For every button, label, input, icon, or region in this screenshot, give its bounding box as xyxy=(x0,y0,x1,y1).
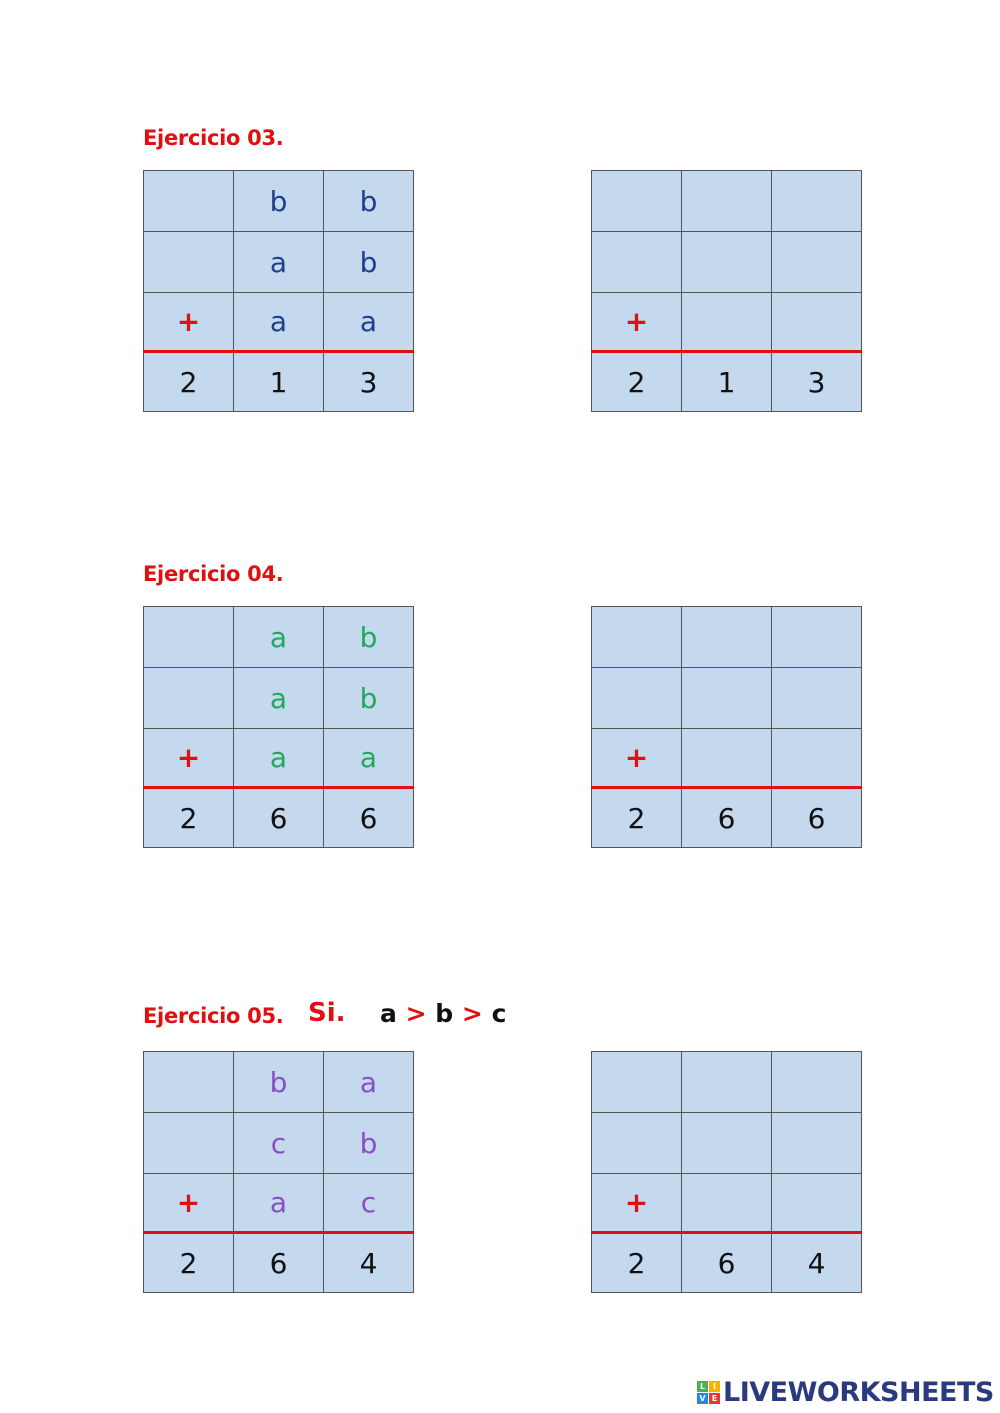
grid-cell: b xyxy=(324,668,414,729)
condition-expression xyxy=(380,999,506,1028)
sum-digit: 2 xyxy=(592,788,682,848)
grid-cell: c xyxy=(234,1113,324,1174)
exercise-title: Ejercicio 03. xyxy=(143,126,284,150)
sum-digit: 3 xyxy=(324,352,414,412)
answer-cell[interactable] xyxy=(772,1113,862,1174)
answer-cell[interactable] xyxy=(772,232,862,293)
sum-digit: 4 xyxy=(324,1233,414,1293)
answer-cell[interactable] xyxy=(682,1113,772,1174)
grid-cell: b xyxy=(324,171,414,232)
answer-cell[interactable] xyxy=(682,668,772,729)
grid-cell xyxy=(144,171,234,232)
sum-digit: 2 xyxy=(144,352,234,412)
answer-cell[interactable] xyxy=(682,293,772,352)
answer-cell[interactable] xyxy=(592,171,682,232)
grid-cell: c xyxy=(324,1174,414,1233)
grid-cell xyxy=(144,668,234,729)
answer-cell[interactable] xyxy=(592,232,682,293)
condition-label: Si. xyxy=(308,998,346,1028)
grid-cell: a xyxy=(234,1174,324,1233)
sum-digit: 1 xyxy=(682,352,772,412)
exercise-title: Ejercicio 05. xyxy=(143,1004,284,1028)
sum-digit: 3 xyxy=(772,352,862,412)
answer-cell[interactable] xyxy=(682,171,772,232)
grid-cell xyxy=(144,607,234,668)
grid-cell: a xyxy=(324,729,414,788)
puzzle-grid xyxy=(143,1051,414,1293)
answer-cell[interactable] xyxy=(682,729,772,788)
puzzle-grid xyxy=(143,170,414,412)
grid-cell: b xyxy=(324,232,414,293)
sum-digit: 2 xyxy=(592,1233,682,1293)
logo-icon-letter: L xyxy=(697,1381,708,1392)
answer-grid xyxy=(591,606,862,848)
answer-cell[interactable] xyxy=(592,1052,682,1113)
sum-digit: 6 xyxy=(234,788,324,848)
sum-digit: 6 xyxy=(324,788,414,848)
plus-sign: + xyxy=(144,293,234,352)
answer-cell[interactable] xyxy=(772,171,862,232)
answer-cell[interactable] xyxy=(682,607,772,668)
answer-grid xyxy=(591,170,862,412)
answer-cell[interactable] xyxy=(772,1052,862,1113)
answer-cell[interactable] xyxy=(772,293,862,352)
logo-text: LIVEWORKSHEETS xyxy=(723,1377,994,1408)
plus-sign: + xyxy=(592,293,682,352)
answer-cell[interactable] xyxy=(772,729,862,788)
logo-icon-letter: V xyxy=(697,1393,708,1404)
grid-cell: a xyxy=(234,232,324,293)
greater-than-sign: > xyxy=(405,999,427,1028)
answer-cell[interactable] xyxy=(592,668,682,729)
live-logo-icon xyxy=(697,1381,720,1404)
grid-cell: a xyxy=(234,668,324,729)
answer-cell[interactable] xyxy=(682,1052,772,1113)
answer-cell[interactable] xyxy=(772,668,862,729)
puzzle-grid xyxy=(143,606,414,848)
answer-cell[interactable] xyxy=(592,1113,682,1174)
greater-than-sign: > xyxy=(461,999,483,1028)
sum-digit: 2 xyxy=(144,1233,234,1293)
sum-digit: 6 xyxy=(682,1233,772,1293)
answer-cell[interactable] xyxy=(772,607,862,668)
answer-cell[interactable] xyxy=(592,607,682,668)
sum-digit: 6 xyxy=(234,1233,324,1293)
grid-cell xyxy=(144,232,234,293)
logo-icon-letter: E xyxy=(709,1393,720,1404)
sum-digit: 1 xyxy=(234,352,324,412)
var-c: c xyxy=(491,999,507,1028)
var-b: b xyxy=(435,999,454,1028)
logo-icon-letter: I xyxy=(709,1381,720,1392)
answer-cell[interactable] xyxy=(682,232,772,293)
grid-cell xyxy=(144,1052,234,1113)
grid-cell: b xyxy=(324,607,414,668)
grid-cell: a xyxy=(234,293,324,352)
sum-digit: 6 xyxy=(772,788,862,848)
liveworksheets-logo xyxy=(697,1377,994,1408)
grid-cell: a xyxy=(234,607,324,668)
grid-cell: a xyxy=(324,293,414,352)
grid-cell: b xyxy=(324,1113,414,1174)
var-a: a xyxy=(380,999,397,1028)
grid-cell: b xyxy=(234,171,324,232)
grid-cell: a xyxy=(324,1052,414,1113)
answer-cell[interactable] xyxy=(682,1174,772,1233)
sum-digit: 2 xyxy=(144,788,234,848)
plus-sign: + xyxy=(592,729,682,788)
plus-sign: + xyxy=(144,729,234,788)
plus-sign: + xyxy=(144,1174,234,1233)
plus-sign: + xyxy=(592,1174,682,1233)
grid-cell: b xyxy=(234,1052,324,1113)
grid-cell: a xyxy=(234,729,324,788)
sum-digit: 2 xyxy=(592,352,682,412)
sum-digit: 6 xyxy=(682,788,772,848)
grid-cell xyxy=(144,1113,234,1174)
answer-cell[interactable] xyxy=(772,1174,862,1233)
answer-grid xyxy=(591,1051,862,1293)
sum-digit: 4 xyxy=(772,1233,862,1293)
exercise-title: Ejercicio 04. xyxy=(143,562,284,586)
